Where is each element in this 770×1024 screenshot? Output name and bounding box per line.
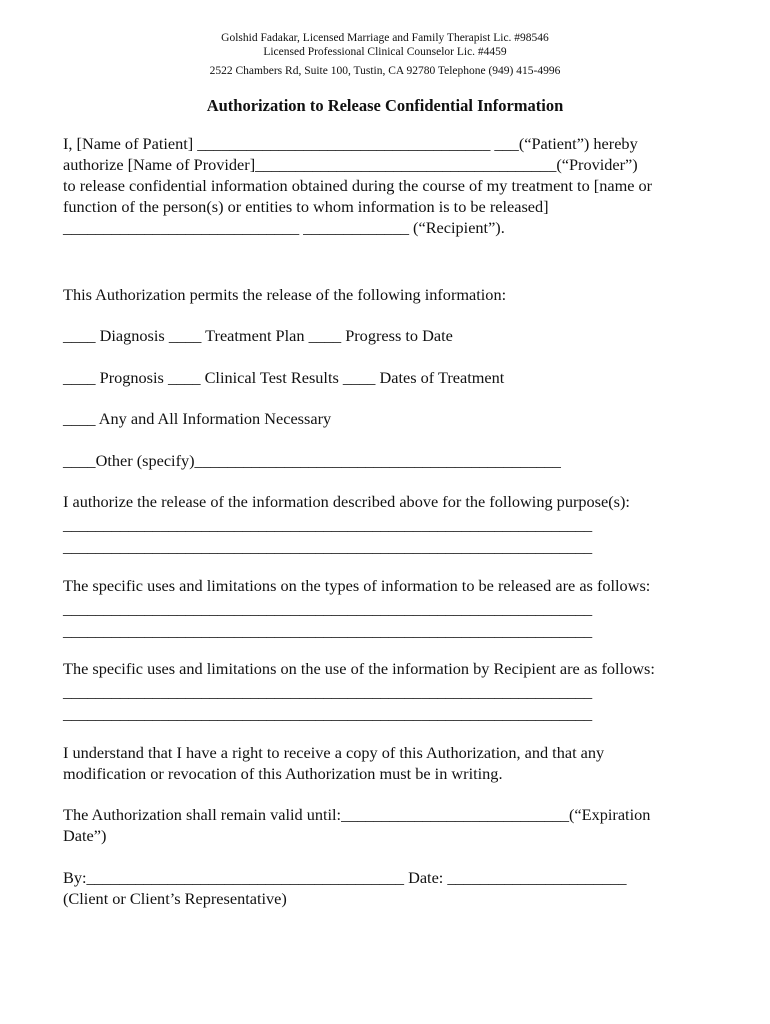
purpose-line-2: _________________________________________________________________ [63,537,593,556]
rights-line-2: modification or revocation of this Authorization must be in writing. [63,764,503,783]
letterhead-line-1: Golshid Fadakar, Licensed Marriage and Family Therapist Lic. #98546 [221,32,549,44]
signature-line: By:_______________________________________ Date: ______________________ [63,868,627,887]
intro-line-1: I, [Name of Patient] ____________________________________ ___(“Patient”) hereby [63,134,638,153]
uses-line-1: _________________________________________________________________ [63,682,593,701]
document-title: Authorization to Release Confidential Information [206,96,564,115]
intro-line-4: function of the person(s) or entities to whom information is to be released] [63,197,549,216]
letterhead-line-3: 2522 Chambers Rd, Suite 100, Tustin, CA 92780 Telephone (949) 415-4996 [209,65,561,77]
signature-caption: (Client or Client’s Representative) [63,889,287,908]
intro-line-5: _____________________________ _____________ (“Recipient”). [63,218,505,237]
options-row-1: ____ Diagnosis ____ Treatment Plan ____ Progress to Date [63,326,453,345]
types-line-2: _________________________________________________________________ [63,621,593,640]
options-row-4: ____Other (specify)_____________________________________________ [63,451,561,470]
intro-line-3: to release confidential information obtained during the course of my treatment to [name or [63,176,653,195]
uses-label: The specific uses and limitations on the use of the information by Recipient are as follows: [63,659,655,678]
purpose-label: I authorize the release of the information described above for the following purpose(s): [63,492,630,511]
rights-line-1: I understand that I have a right to receive a copy of this Authorization, and that any [63,743,605,762]
purpose-line-1: _________________________________________________________________ [63,515,593,534]
options-row-2: ____ Prognosis ____ Clinical Test Results ____ Dates of Treatment [63,368,505,387]
validity-line-1: The Authorization shall remain valid until:____________________________(“Expiration [63,805,651,824]
letterhead-line-2: Licensed Professional Clinical Counselor Lic. #4459 [263,46,507,58]
intro-line-2: authorize [Name of Provider]_____________________________________(“Provider”) [63,155,638,174]
types-label: The specific uses and limitations on the types of information to be released are as follows: [63,576,651,595]
options-row-3: ____ Any and All Information Necessary [63,409,332,428]
permits-label: This Authorization permits the release of the following information: [63,285,507,304]
validity-line-2: Date”) [63,826,107,845]
types-line-1: _________________________________________________________________ [63,599,593,618]
uses-line-2: _________________________________________________________________ [63,704,593,723]
